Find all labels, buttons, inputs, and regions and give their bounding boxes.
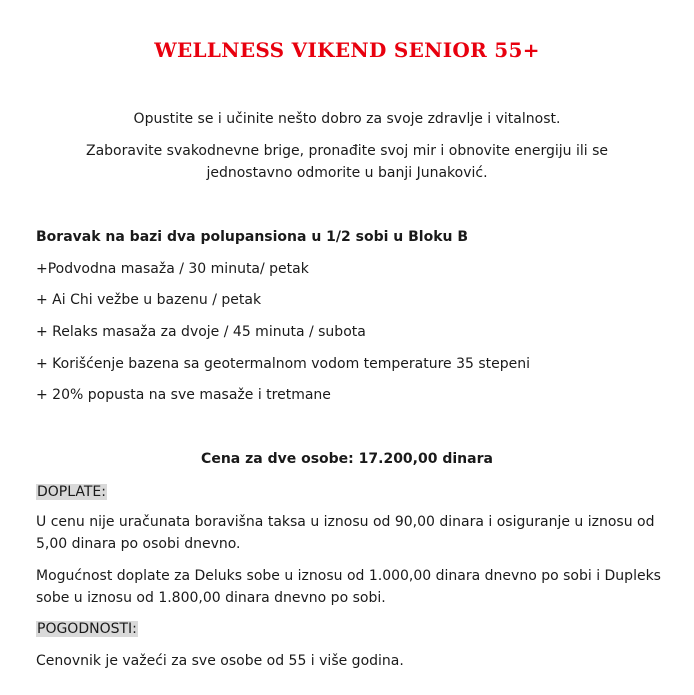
intro-line-1: Opustite se i učinite nešto dobro za svoje zdravlje i vitalnost.	[133, 111, 561, 127]
stay-item-4: + Korišćenje bazena sa geotermalnom vodom temperature 35 stepeni	[36, 356, 531, 372]
pogodnosti-text: Cenovnik je važeći za sve osobe od 55 i više godina.	[36, 653, 404, 669]
price-line: Cena za dve osobe: 17.200,00 dinara	[201, 451, 493, 467]
pogodnosti-label: POGODNOSTI:	[37, 621, 137, 637]
stay-item-2: + Ai Chi vežbe u bazenu / petak	[36, 292, 262, 308]
page-title: WELLNESS VIKEND SENIOR 55+	[154, 38, 540, 62]
pogodnosti-label-row	[36, 618, 664, 640]
stay-heading: Boravak na bazi dva polupansiona u 1/2 sobi u Bloku B	[36, 229, 469, 245]
doplate-label-row	[36, 481, 664, 503]
stay-item-1: +Podvodna masaža / 30 minuta/ petak	[36, 261, 309, 277]
stay-item-5: + 20% popusta na sve masaže i tretmane	[36, 387, 331, 403]
doplate-text-1: U cenu nije uračunata boravišna taksa u iznosu od 90,00 dinara i osiguranje u iznosu od 5,00 dinara po osobi dnevno.	[36, 514, 655, 552]
doplate-label: DOPLATE:	[37, 484, 106, 500]
doplate-text-2: Mogućnost doplate za Deluks sobe u iznosu od 1.000,00 dinara dnevno po sobi i Dupleks sobe u iznosu od 1.800,00 dinara dnevno po sobi.	[36, 568, 661, 606]
intro-line-2: Zaboravite svakodnevne brige, pronađite svoj mir i obnovite energiju ili se jednostavno odmorite u banji Junaković.	[85, 143, 609, 181]
stay-item-3: + Relaks masaža za dvoje / 45 minuta / subota	[36, 324, 366, 340]
